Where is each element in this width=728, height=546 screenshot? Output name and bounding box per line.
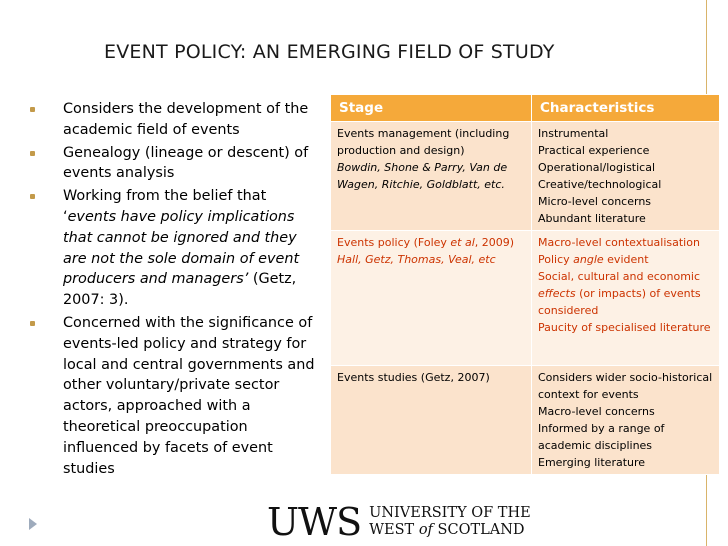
stage-title: Events management (including production and design): [337, 127, 510, 157]
bullet-quote: events have policy implications that cannot be ignored and they are not the sole domain of event producers and managers’: [63, 208, 300, 288]
table-row: [331, 122, 720, 231]
characteristic-item: Considers wider socio-historical context for events: [538, 371, 713, 401]
uws-logo: [267, 502, 531, 542]
characteristic-italic: angle: [573, 253, 604, 266]
characteristic-part: (or impacts) of events considered: [538, 287, 701, 317]
characteristic-item: Operational/logistical: [538, 161, 656, 174]
header-stage: Stage: [331, 95, 532, 122]
bullet-item: [22, 313, 322, 479]
bullet-citation: (Getz, 2007: 3).: [63, 271, 297, 309]
table-row: [331, 231, 720, 366]
stage-cell: [331, 122, 532, 231]
bullet-icon: [30, 107, 35, 112]
characteristic-item: Practical experience: [538, 144, 650, 157]
characteristic-item: Social, cultural and economic: [538, 270, 701, 283]
table-header-row: [331, 95, 720, 122]
characteristics-cell: [532, 366, 720, 475]
event-policy-table: [330, 94, 720, 475]
stage-title: Events studies (Getz, 2007): [337, 371, 490, 384]
bullet-icon: [30, 151, 35, 156]
characteristics-cell: [532, 231, 720, 366]
characteristic-italic: effects: [538, 287, 576, 300]
characteristic-part: evident: [603, 253, 649, 266]
bullet-item: [22, 186, 322, 311]
table-row: [331, 366, 720, 475]
stage-cell: [331, 231, 532, 366]
characteristic-item: Informed by a range of academic disciplines: [538, 422, 665, 452]
logo-mark: UWS: [267, 500, 362, 544]
logo-part-italic: of: [418, 522, 433, 538]
stage-title-part: , 2009): [474, 236, 515, 249]
stage-cell: [331, 366, 532, 475]
logo-part: WEST: [369, 522, 419, 538]
bullet-icon: [30, 194, 35, 199]
characteristic-item: Macro-level concerns: [538, 405, 655, 418]
characteristics-cell: [532, 122, 720, 231]
characteristic-item: [538, 285, 715, 319]
characteristic-item: Instrumental: [538, 127, 609, 140]
logo-wordmark: [369, 505, 531, 539]
stage-title-part: Events policy (Foley: [337, 236, 451, 249]
bullet-item: [22, 143, 322, 185]
characteristic-item: Abundant literature: [538, 212, 646, 225]
bullet-text: Concerned with the significance of events-led policy and strategy for local and central governments and other voluntary/private sector actors, approached with a theoretical preoccupation influenced by facets of event studies: [63, 314, 315, 477]
characteristic-item: Emerging literature: [538, 456, 646, 469]
stage-title-italic: et al: [450, 236, 475, 249]
characteristic-item: [538, 251, 715, 268]
bullet-text-start: Working from the belief that ‘: [63, 188, 267, 225]
bullet-icon: [30, 321, 35, 326]
logo-part: SCOTLAND: [432, 522, 525, 538]
bullet-text: Considers the development of the academic field of events: [63, 101, 309, 138]
characteristic-item: Creative/technological: [538, 178, 662, 191]
bullet-text: Genealogy (lineage or descent) of events analysis: [63, 144, 309, 182]
logo-line-1: UNIVERSITY OF THE: [369, 505, 531, 521]
characteristic-item: Micro-level concerns: [538, 195, 652, 208]
characteristic-part: Policy: [538, 253, 574, 266]
logo-line-2: [369, 522, 524, 538]
characteristic-item: Paucity of specialised literature: [538, 321, 711, 334]
stage-authors: Bowdin, Shone & Parry, Van de Wagen, Ritchie, Goldblatt, etc.: [337, 161, 508, 191]
triangle-marker-icon: [29, 518, 37, 530]
slide-title: EVENT POLICY: AN EMERGING FIELD OF STUDY: [104, 41, 555, 63]
stage-title: [337, 234, 527, 251]
bullet-list: [22, 99, 322, 481]
header-characteristics: Characteristics: [532, 95, 720, 122]
bullet-item: [22, 99, 322, 141]
characteristic-item: Macro-level contextualisation: [538, 236, 700, 249]
stage-authors: Hall, Getz, Thomas, Veal, etc: [337, 253, 496, 266]
